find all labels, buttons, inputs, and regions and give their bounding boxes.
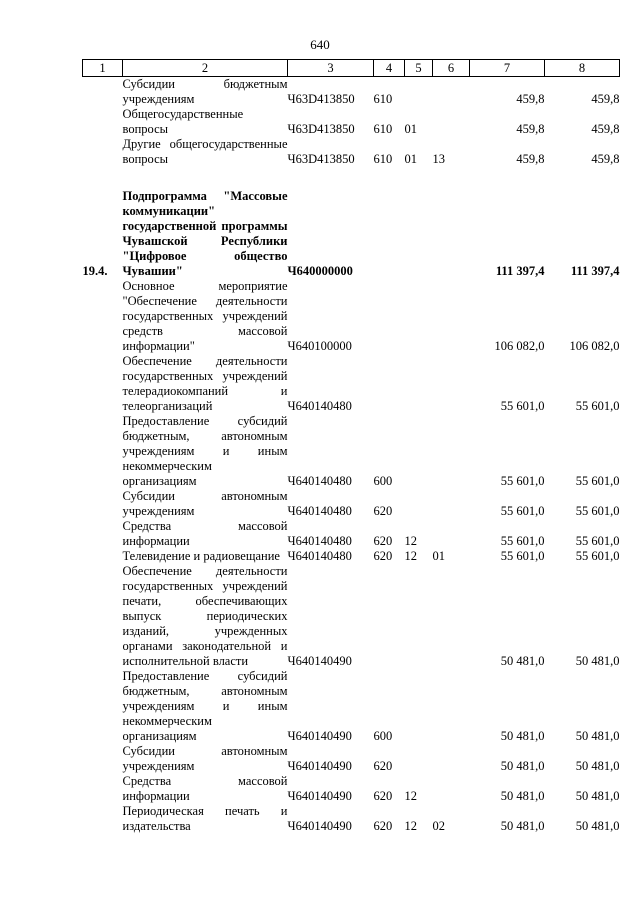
expense-type-cell: 620 (373, 504, 393, 518)
amount-cell: 55 601,0 (575, 399, 620, 413)
item-name-cell: Средства массовой информации (122, 519, 288, 548)
target-code-cell: Ч640000000 (287, 264, 353, 278)
column-header: 5 (405, 60, 433, 77)
item-name-cell: Субсидии автономным учреждениям (122, 489, 288, 518)
section-code-cell: 12 (404, 549, 417, 563)
amount-cell: 50 481,0 (500, 729, 545, 743)
table-row (83, 774, 620, 804)
amount-cell: 50 481,0 (500, 654, 545, 668)
target-code-cell: Ч63D413850 (287, 122, 355, 136)
amount-cell: 459,8 (516, 122, 545, 136)
amount-cell: 111 397,4 (495, 264, 545, 278)
section-number-cell (83, 137, 123, 167)
item-name-cell: Периодическая печать и издательства (122, 804, 288, 833)
subsection-code-cell (433, 279, 470, 354)
table-header-row (83, 60, 620, 77)
section-number-cell (83, 354, 123, 414)
section-number-cell: 19.4. (82, 264, 108, 278)
section-number-cell (83, 107, 123, 137)
amount-cell: 55 601,0 (575, 504, 620, 518)
target-code-cell: Ч640100000 (287, 339, 352, 353)
amount-cell: 111 397,4 (570, 264, 620, 278)
amount-cell: 106 082,0 (569, 339, 620, 353)
section-code-cell (405, 489, 433, 519)
table-row (83, 189, 620, 279)
item-name-cell: Средства массовой информации (122, 774, 288, 803)
expense-type-cell: 620 (373, 759, 393, 773)
target-code-cell: Ч640140480 (287, 549, 352, 563)
item-name-cell: Общегосударственные вопросы (122, 107, 244, 136)
section-number-cell (83, 489, 123, 519)
amount-cell: 459,8 (591, 92, 620, 106)
section-code-cell: 12 (404, 789, 417, 803)
amount-cell: 50 481,0 (575, 819, 620, 833)
target-code-cell: Ч640140480 (287, 504, 352, 518)
subsection-code-cell (433, 354, 470, 414)
amount-cell: 50 481,0 (500, 789, 545, 803)
expense-type-cell: 610 (373, 92, 393, 106)
section-number-cell (83, 519, 123, 549)
amount-cell: 50 481,0 (575, 654, 620, 668)
target-code-cell: Ч640140490 (287, 819, 352, 833)
expense-type-cell: 620 (373, 819, 393, 833)
table-row (83, 279, 620, 354)
target-code-cell: Ч640140490 (287, 759, 352, 773)
amount-cell: 55 601,0 (575, 474, 620, 488)
item-name-cell: Основное мероприятие "Обеспечение деятельности государственных учреждений средств массовой информации" (122, 279, 288, 353)
subsection-code-cell (433, 189, 470, 279)
item-name-cell: Обеспечение деятельности государственных учреждений телерадиокомпаний и телеорганизаций (122, 354, 288, 413)
amount-cell: 55 601,0 (500, 399, 545, 413)
expense-type-cell: 610 (373, 152, 393, 166)
subsection-code-cell (433, 414, 470, 489)
expense-type-cell (374, 279, 405, 354)
amount-cell: 55 601,0 (575, 549, 620, 563)
section-code-cell (405, 77, 433, 108)
subsection-code-cell (433, 77, 470, 108)
subsection-code-cell (433, 669, 470, 744)
table-row (83, 669, 620, 744)
target-code-cell: Ч640140480 (287, 534, 352, 548)
subsection-code-cell (433, 744, 470, 774)
section-number-cell (83, 549, 123, 564)
amount-cell: 55 601,0 (500, 549, 545, 563)
expense-type-cell (374, 189, 405, 279)
section-number-cell (83, 774, 123, 804)
item-name-cell: Субсидии автономным учреждениям (122, 744, 288, 773)
subsection-code-cell: 02 (432, 819, 445, 833)
item-name-cell: Обеспечение деятельности государственных учреждений печати, обеспечивающих выпуск периодических изданий, учрежденных органами законодательной и исполнительной власти (122, 564, 288, 668)
item-name-cell: Предоставление субсидий бюджетным, автономным учреждениям и иным некоммерческим организациям (122, 669, 288, 743)
budget-table (82, 59, 620, 834)
column-header: 8 (545, 60, 620, 77)
item-name-cell: Телевидение и радиовещание (122, 549, 280, 563)
section-number-cell (83, 744, 123, 774)
target-code-cell: Ч63D413850 (287, 152, 355, 166)
item-name-cell: Предоставление субсидий бюджетным, автономным учреждениям и иным некоммерческим организациям (122, 414, 288, 488)
column-header: 6 (433, 60, 470, 77)
section-code-cell: 12 (404, 819, 417, 833)
item-name-cell: Другие общегосударственные вопросы (122, 137, 288, 166)
amount-cell: 50 481,0 (500, 759, 545, 773)
section-code-cell: 01 (404, 152, 417, 166)
amount-cell: 459,8 (591, 152, 620, 166)
amount-cell: 50 481,0 (575, 729, 620, 743)
column-header: 7 (470, 60, 545, 77)
subsection-code-cell (433, 489, 470, 519)
expense-type-cell: 620 (373, 789, 393, 803)
section-code-cell (405, 564, 433, 669)
subsection-code-cell (433, 107, 470, 137)
amount-cell: 55 601,0 (500, 474, 545, 488)
section-code-cell: 01 (404, 122, 417, 136)
expense-type-cell: 620 (373, 549, 393, 563)
amount-cell: 50 481,0 (500, 819, 545, 833)
target-code-cell: Ч640140490 (287, 729, 352, 743)
table-row (83, 107, 620, 137)
column-header: 2 (123, 60, 288, 77)
amount-cell: 459,8 (591, 122, 620, 136)
section-code-cell (405, 189, 433, 279)
table-row (83, 137, 620, 167)
section-number-cell (83, 279, 123, 354)
table-row (83, 744, 620, 774)
expense-type-cell: 610 (373, 122, 393, 136)
subsection-code-cell (433, 519, 470, 549)
section-number-cell (83, 669, 123, 744)
subsection-code-cell (433, 564, 470, 669)
section-code-cell (405, 744, 433, 774)
table-body (83, 77, 620, 835)
column-header: 4 (374, 60, 405, 77)
expense-type-cell: 600 (373, 729, 393, 743)
section-code-cell (405, 354, 433, 414)
table-row (83, 77, 620, 108)
expense-type-cell (374, 354, 405, 414)
section-code-cell: 12 (404, 534, 417, 548)
section-code-cell (405, 414, 433, 489)
subsection-code-cell: 01 (432, 549, 445, 563)
amount-cell: 55 601,0 (575, 534, 620, 548)
expense-type-cell: 620 (373, 534, 393, 548)
table-row (83, 354, 620, 414)
section-number-cell (83, 77, 123, 108)
section-code-cell (405, 669, 433, 744)
amount-cell: 50 481,0 (575, 789, 620, 803)
column-header: 1 (83, 60, 123, 77)
target-code-cell: Ч63D413850 (287, 92, 355, 106)
section-number-cell (83, 414, 123, 489)
amount-cell: 459,8 (516, 92, 545, 106)
table-row (83, 564, 620, 669)
subsection-code-cell (433, 774, 470, 804)
item-name-cell: Субсидии бюджетным учреждениям (122, 77, 288, 106)
subsection-code-cell: 13 (432, 152, 445, 166)
item-name-cell: Подпрограмма "Массовые коммуникации" государственной программы Чувашской Республики "Цифровое общество Чувашии" (122, 189, 288, 278)
amount-cell: 50 481,0 (575, 759, 620, 773)
table-row (83, 549, 620, 564)
amount-cell: 55 601,0 (500, 534, 545, 548)
expense-type-cell: 600 (373, 474, 393, 488)
section-number-cell (83, 564, 123, 669)
target-code-cell: Ч640140480 (287, 474, 352, 488)
target-code-cell: Ч640140490 (287, 654, 352, 668)
amount-cell: 459,8 (516, 152, 545, 166)
section-code-cell (405, 279, 433, 354)
column-header: 3 (288, 60, 374, 77)
expense-type-cell (374, 564, 405, 669)
target-code-cell: Ч640140480 (287, 399, 352, 413)
target-code-cell: Ч640140490 (287, 789, 352, 803)
amount-cell: 55 601,0 (500, 504, 545, 518)
section-number-cell (83, 804, 123, 834)
spacer-row (83, 167, 620, 189)
table-row (83, 519, 620, 549)
table-row (83, 414, 620, 489)
amount-cell: 106 082,0 (494, 339, 545, 353)
spacer-cell (83, 167, 620, 189)
table-row (83, 489, 620, 519)
table-row (83, 804, 620, 834)
page-number: 640 (310, 37, 330, 52)
